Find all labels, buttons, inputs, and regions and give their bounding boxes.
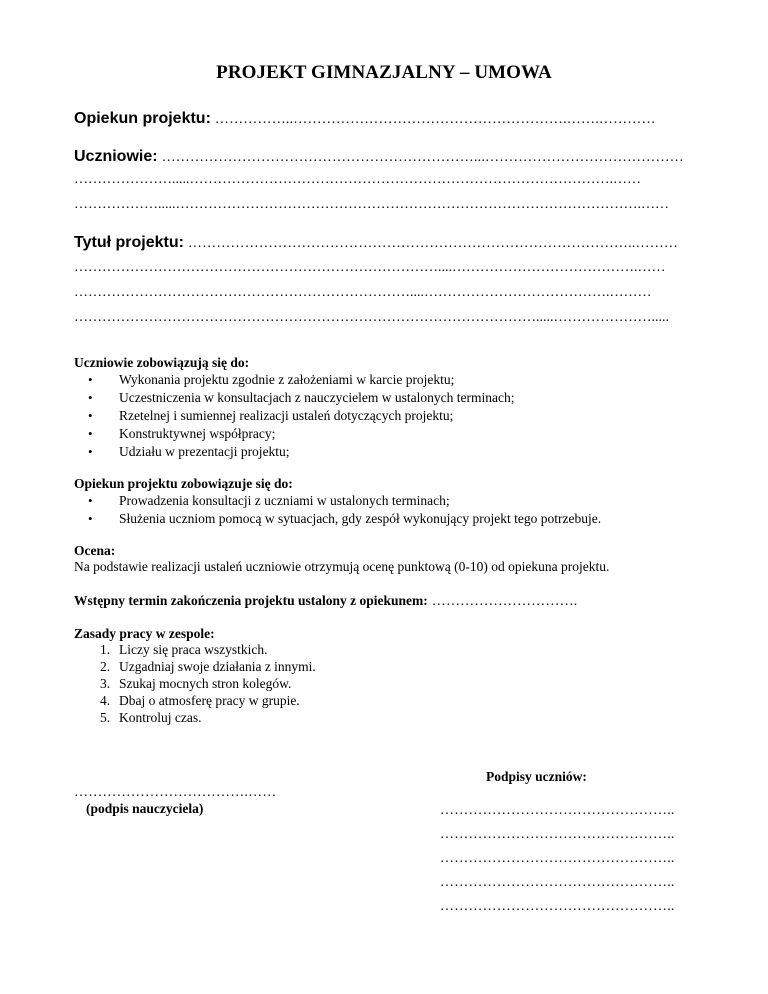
list-item-text: Służenia uczniom pomocą w sytuacjach, gdy zespół wykonujący projekt tego potrzebuje. xyxy=(119,511,602,526)
uczniowie-label: Uczniowie: xyxy=(74,148,158,165)
tytul-dots: …………………………………………………………………………………..……… xyxy=(187,236,679,251)
podpis-ucznia-line: ………………………………………….. xyxy=(440,875,675,890)
list-item-text: Uczestniczenia w konsultacjach z nauczycielem w ustalonych terminach; xyxy=(119,390,515,405)
podpisy-heading: Podpisy uczniów: xyxy=(486,769,587,784)
ocena-heading: Ocena: xyxy=(74,543,116,558)
uczniowie-zobowiazania-heading: Uczniowie zobowiązują się do: xyxy=(74,355,250,370)
list-item xyxy=(74,675,316,692)
bullet-icon: • xyxy=(88,511,93,526)
list-number: 5. xyxy=(100,710,111,725)
list-number: 1. xyxy=(100,642,111,657)
termin-dots: …………………………. xyxy=(431,594,578,609)
list-item xyxy=(74,510,601,528)
tytul-line: ………………………………………………………………....………………………………….……… xyxy=(74,285,652,300)
podpis-ucznia-line: ………………………………………….. xyxy=(440,803,675,818)
tytul-label: Tytuł projektu: xyxy=(74,234,184,251)
list-item-text: Wykonania projektu zgodnie z założeniami w karcie projektu; xyxy=(119,372,455,387)
opiekun-zobowiazania-heading: Opiekun projektu zobowiązuje się do: xyxy=(74,476,293,491)
uczniowie-line: ………………….....……………………………………………………………………………….…… xyxy=(74,172,641,187)
list-item xyxy=(74,425,514,443)
list-item-text: Liczy się praca wszystkich. xyxy=(119,642,268,657)
bullet-icon: • xyxy=(88,426,93,441)
podpis-ucznia-line: ………………………………………….. xyxy=(440,899,675,914)
list-item-text: Szukaj mocnych stron kolegów. xyxy=(119,676,292,691)
tytul-row xyxy=(74,234,678,252)
bullet-icon: • xyxy=(88,390,93,405)
uczniowie-zobowiazania-list xyxy=(74,371,514,461)
uczniowie-dots: …………………………………………………………...…………………………………… xyxy=(161,150,684,165)
tytul-line: ……………………………………………………………………....………………………………….…… xyxy=(74,260,666,275)
list-item xyxy=(74,658,316,675)
bullet-icon: • xyxy=(88,444,93,459)
podpis-nauczyciela-line: ……………………………….…… xyxy=(74,785,277,800)
list-item xyxy=(74,492,601,510)
list-item xyxy=(74,371,514,389)
zasady-heading: Zasady pracy w zespole: xyxy=(74,626,215,641)
list-item xyxy=(74,641,316,658)
list-item-text: Kontroluj czas. xyxy=(119,710,202,725)
tytul-line: ……………………………………………………………………………………….....…………………..... xyxy=(74,310,669,325)
opiekun-dots: ……………..………………………………………………….…….………… xyxy=(214,112,656,127)
opiekun-zobowiazania-list xyxy=(74,492,601,528)
opiekun-label: Opiekun projektu: xyxy=(74,110,211,127)
podpis-nauczyciela-label: (podpis nauczyciela) xyxy=(86,801,204,816)
termin-label: Wstępny termin zakończenia projektu ustalony z opiekunem: xyxy=(74,593,428,608)
page-title: PROJEKT GIMNAZJALNY – UMOWA xyxy=(216,62,552,83)
bullet-icon: • xyxy=(88,408,93,423)
list-item-text: Uzgadniaj swoje działania z innymi. xyxy=(119,659,316,674)
list-item xyxy=(74,389,514,407)
bullet-icon: • xyxy=(88,372,93,387)
podpis-ucznia-line: ………………………………………….. xyxy=(440,851,675,866)
list-item-text: Rzetelnej i sumiennej realizacji ustaleń dotyczących projektu; xyxy=(119,408,454,423)
list-number: 2. xyxy=(100,659,111,674)
zasady-list xyxy=(74,641,316,726)
podpis-ucznia-line: ………………………………………….. xyxy=(440,827,675,842)
list-item xyxy=(74,709,316,726)
list-item xyxy=(74,692,316,709)
list-item xyxy=(74,443,514,461)
ocena-text: Na podstawie realizacji ustaleń uczniowie otrzymują ocenę punktową (0-10) od opiekuna projektu. xyxy=(74,559,610,574)
list-item xyxy=(74,407,514,425)
list-item-text: Dbaj o atmosferę pracy w grupie. xyxy=(119,693,300,708)
list-number: 4. xyxy=(100,693,111,708)
list-item-text: Udziału w prezentacji projektu; xyxy=(119,444,290,459)
termin-row xyxy=(74,592,577,610)
list-item-text: Konstruktywnej współpracy; xyxy=(119,426,276,441)
uczniowie-row xyxy=(74,148,684,166)
opiekun-row xyxy=(74,110,656,128)
uczniowie-line: ……………….....……………………………………………………………………………………….…… xyxy=(74,197,669,212)
list-number: 3. xyxy=(100,676,111,691)
bullet-icon: • xyxy=(88,493,93,508)
list-item-text: Prowadzenia konsultacji z uczniami w ustalonych terminach; xyxy=(119,493,450,508)
